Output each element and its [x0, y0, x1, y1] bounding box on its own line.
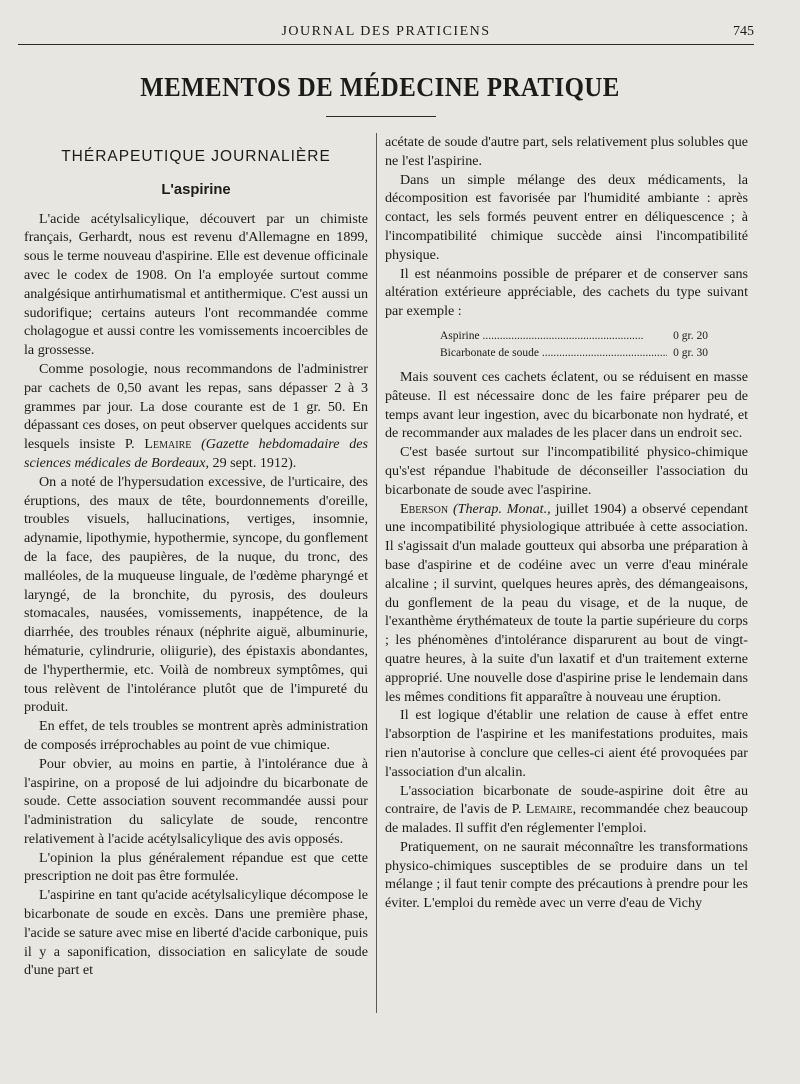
title-rule — [326, 116, 436, 117]
paragraph — [385, 500, 748, 707]
paragraph — [385, 782, 748, 838]
paragraph-text: Comme posologie, nous recommandons de l'administrer par cachets de 0,50 avant les repas, sans dépasser 2 à 3 grammes par jour. La dose courante est de 1 gr. 50. En dépassant ces doses, on peut observer quelques accidents sur lesquels insiste P. — [24, 360, 368, 453]
author-name: Lemaire — [525, 801, 573, 818]
article-title: L'aspirine — [161, 181, 231, 198]
citation-date: 29 sept. 1912). — [212, 454, 297, 471]
author-name: Eberson — [400, 500, 449, 517]
paragraph: L'opinion la plus généralement répandue est que cette prescription ne doit pas être formulée. — [24, 849, 368, 885]
paragraph — [24, 360, 368, 473]
citation-source: (Gazette hebdomadaire des sciences médicales de Bordeaux, — [24, 436, 368, 471]
column-divider — [376, 133, 377, 1013]
section-heading: THÉRAPEUTIQUE JOURNALIÈRE — [61, 148, 331, 165]
paragraph: C'est basée surtout sur l'incompatibilité physico-chimique qu's'est répandue l'habitude de déconseiller l'association du bicarbonate de soude avec l'aspirine. — [385, 444, 748, 498]
paragraph: Il est logique d'établir une relation de cause à effet entre l'absorption de l'aspirine et les manifestations produites, mais rien n'autorise à conclure que celles-ci aient été provoquées par l'association d'un alcalin. — [385, 707, 748, 780]
prescription-formula — [440, 328, 748, 362]
paragraph-text: juillet 1904) a observé cependant une incompatibilité physiologique attribuée à cette association. Il s'agissait d'un malade goutteux qui absorba une préparation à base d'aspirine et de codéine avec un verre d'eau minérale alcaline ; il survint, quelques heures après, des démangeaisons, du gonflement de la peau du visage, et de la nuque, de l'exanthème érythémateux de toute la partie supérieure du corps ; les phénomènes d'intolérance disparurent au bout de vingt-quatre heures, à la suite d'un laxatif et d'un traitement externe approprié. Une nouvelle dose d'aspirine prise le lendemain dans les mêmes conditions fit apparaître à nouveau une éruption. — [385, 500, 749, 705]
left-column — [24, 133, 368, 980]
paragraph: L'aspirine en tant qu'acide acétylsalicylique décompose le bicarbonate de soude en excès. Dans une première phase, l'acide se sature avec mise en liberté d'acide carbonique, puis il y a saponification, dissociation en salicylate de soude d'une part et — [24, 887, 368, 979]
paragraph-text: L'association bicarbonate de soude-aspirine doit être au contraire, de l'avis de P. — [385, 782, 748, 818]
ingredient-name: Bicarbonate de soude ..... — [440, 345, 667, 362]
paragraph: Mais souvent ces cachets éclatent, ou se réduisent en masse pâteuse. Il est nécessaire donc de les faire préparer peu de temps avant leur ingestion, avec du bicarbonate non hydraté, et de recommander aux malades de les placer dans un endroit sec. — [385, 368, 748, 442]
paragraph: On a noté de l'hypersudation excessive, de l'urticaire, des éruptions, des maux de tête, bourdonnements d'oreille, troubles visuels, hallucinations, vertiges, insomnie, adynamie, lipothymie, hypothermie, syncope, du gonflement de la face, des paupières, de la nuque, du tronc, des malléoles, de la muqueuse linguale, de l'œdème pharyngé et laryngé, de la bronchite, du pyrosis, des douleurs stomacales, nausées, vomissements, inappétence, de la diarrhée, des troubles rénaux (néphrite aiguë, albuminurie, hématurie, cylindrurie, oliigurie), des épistaxis abondantes, de l'hyperthermie, etc. Voilà de nombreux symptômes, qui tous relèvent de l'intolérance plutôt que de l'impureté du produit. — [24, 473, 368, 716]
paragraph: Pratiquement, on ne saurait méconnaître les transformations physico-chimiques susceptibles de se produire dans un tel mélange ; il faut tenir compte des précautions à prendre pour les éviter. L'emploi du remède avec un verre d'eau de Vichy — [385, 838, 748, 912]
paragraph: acétate de soude d'autre part, sels relativement plus solubles que ne l'est l'aspirine. — [385, 134, 748, 169]
citation-source: (Therap. Monat., — [452, 500, 551, 517]
ingredient-name: Aspirine ..... — [440, 328, 667, 345]
ingredient-quantity: 0 gr. 20 — [673, 329, 708, 342]
formula-row — [440, 328, 708, 345]
paragraph-text: , recommandée chez beaucoup de malades. Il suffit d'en réglementer l'emploi. — [385, 801, 748, 837]
paragraph: Pour obvier, au moins en partie, à l'intolérance due à l'aspirine, on a proposé de lui adjoindre du bicarbonate de soude. Cette association souvent recommandée aussi pour l'administration du salicylate de soude, rencontre relativement à l'acide acétylsalicylique des avis opposés. — [24, 755, 368, 847]
paragraph: Dans un simple mélange des deux médicaments, la décomposition est favorisée par l'humidité ambiante : après contact, les sels formés peuvent entrer en déliquescence ; à l'incompatibilité chimique succède ainsi l'incompatibilité physique. — [385, 171, 748, 263]
paragraph: Il est néanmoins possible de préparer et de conserver sans altération extérieure appréciable, des cachets du type suivant par exemple : — [385, 265, 748, 320]
ingredient-quantity: 0 gr. 30 — [673, 346, 708, 359]
running-title: JOURNAL DES PRATICIENS — [281, 24, 491, 39]
running-header — [18, 22, 754, 45]
formula-row — [440, 345, 708, 362]
right-column — [385, 133, 748, 913]
paragraph: En effet, de tels troubles se montrent après administration de composés irréprochables au point de vue chimique. — [24, 718, 368, 753]
page-title: MEMENTOS DE MÉDECINE PRATIQUE — [140, 72, 620, 102]
paragraph: L'acide acétylsalicylique, découvert par un chimiste français, Gerhardt, nous est revenu d'Allemagne en 1899, sous le terme nouveau d'aspirine. Elle est devenue officinale avec le codex de 1908. On l'a employée surtout comme analgésique antirhumatismal et antithermique. C'est aussi un sudorifique; certains auteurs l'ont recommandée comme cholagogue et aussi contre les vomissements incoercibles de la grossesse. — [24, 210, 368, 359]
page-number: 745 — [733, 24, 754, 39]
author-name: Lemaire — [144, 436, 192, 453]
